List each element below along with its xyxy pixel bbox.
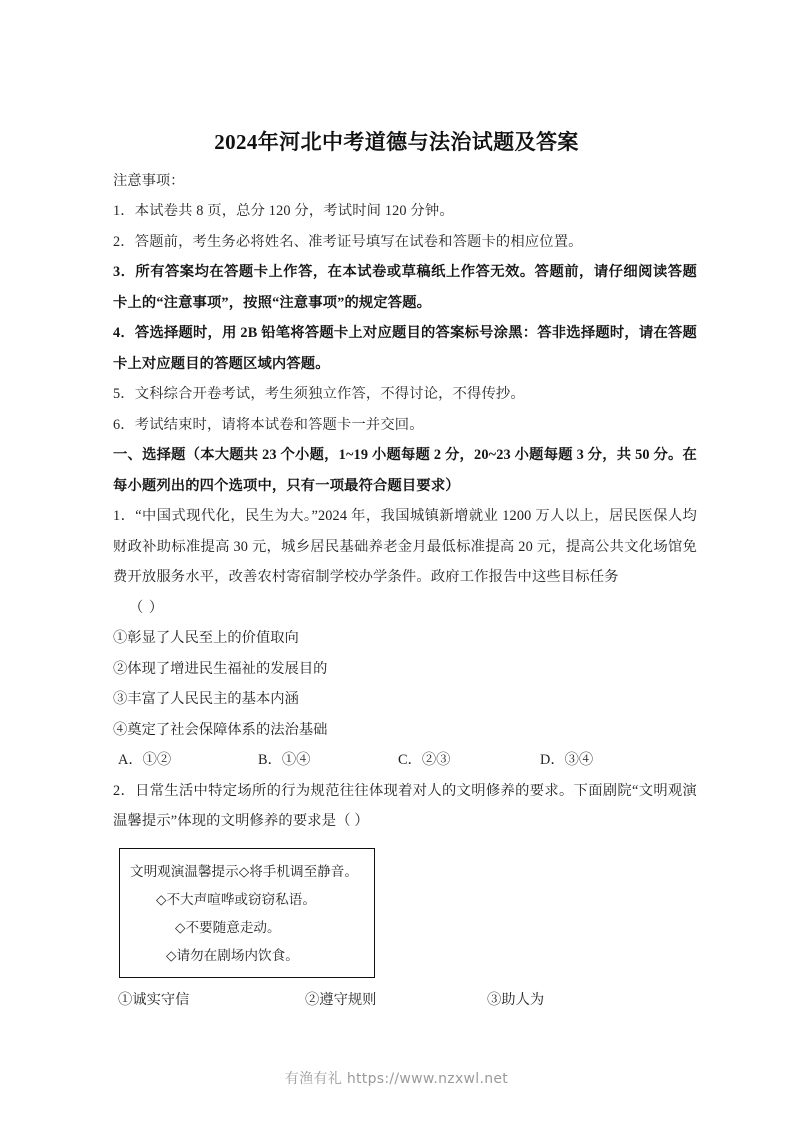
- notice-item-6: 6．考试结束时，请将本试卷和答题卡一并交回。: [113, 416, 424, 433]
- question-2-statement-1: ①诚实守信: [118, 991, 190, 1008]
- question-1-statement-3: ③丰富了人民民主的基本内涵: [113, 691, 299, 707]
- question-2-stem: 2．日常生活中特定场所的行为规范往往体现着对人的文明修养的要求。下面剧院“文明观演温馨提示”体现的文明修养的要求是（ ）: [113, 782, 697, 829]
- notice-item-5: 5．文科综合开卷考试，考生须独立作答，不得讨论，不得传抄。: [113, 386, 525, 402]
- footer-watermark: 有渔有礼 https://www.nzxwl.net: [284, 1071, 509, 1087]
- question-1-choice-a[interactable]: A．①②: [118, 752, 172, 768]
- question-2-statement-2: ②遵守规则: [305, 991, 377, 1008]
- etiquette-line-2: ◇不大声喧哗或窃窃私语。: [156, 892, 316, 907]
- question-1-stem: 1．“中国式现代化，民生为大。”2024 年，我国城镇新增就业 1200 万人以上，居民医保人均财政补助标准提高 30 元，城乡居民基础养老金月最低标准提高 20 元，提高公共文化场馆免费开放服务水平，改善农村寄宿制学校办学条件。政府工作报告中这些目标任务: [113, 508, 697, 585]
- notice-item-1: 1．本试卷共 8 页，总分 120 分，考试时间 120 分钟。: [113, 203, 454, 219]
- question-1-statement-4: ④奠定了社会保障体系的法治基础: [113, 721, 328, 738]
- section-heading-choice-questions: 一、选择题（本大题共 23 个小题，1~19 小题每题 2 分，20~23 小题每题 3 分，共 50 分。在每小题列出的四个选项中，只有一项最符合题目要求）: [113, 447, 697, 494]
- notice-heading: 注意事项：: [113, 173, 185, 189]
- question-1-answer-blank[interactable]: （ ）: [129, 599, 165, 616]
- question-1-choice-d[interactable]: D．③④: [540, 752, 594, 768]
- etiquette-line-4: ◇请勿在剧场内饮食。: [166, 948, 299, 963]
- notice-item-2: 2．答题前，考生务必将姓名、准考证号填写在试卷和答题卡的相应位置。: [113, 233, 583, 250]
- notice-item-4: 4．答选择题时，用 2B 铅笔将答题卡上对应题目的答案标号涂黑：答非选择题时，请在答题卡上对应题目的答题区域内答题。: [113, 325, 697, 372]
- notice-item-3: 3．所有答案均在答题卡上作答，在本试卷或草稿纸上作答无效。答题前，请仔细阅读答题卡上的“注意事项”，按照“注意事项”的规定答题。: [113, 264, 697, 311]
- theater-etiquette-box: [119, 848, 375, 978]
- etiquette-line-3: ◇不要随意走动。: [175, 920, 281, 935]
- question-1-statement-2: ②体现了增进民生福祉的发展目的: [113, 660, 328, 677]
- question-2-statement-row: [113, 985, 697, 1015]
- question-1-choice-b[interactable]: B．①④: [258, 752, 311, 768]
- question-2-statement-3: ③助人为: [487, 991, 545, 1008]
- page-title: 2024年河北中考道德与法治试题及答案: [214, 130, 579, 154]
- etiquette-line-1: 文明观演温馨提示◇将手机调至静音。: [130, 864, 358, 879]
- question-1-choice-c[interactable]: C．②③: [398, 752, 451, 768]
- question-1-choice-row: [113, 745, 697, 776]
- question-1-statement-1: ①彰显了人民至上的价值取向: [113, 630, 299, 646]
